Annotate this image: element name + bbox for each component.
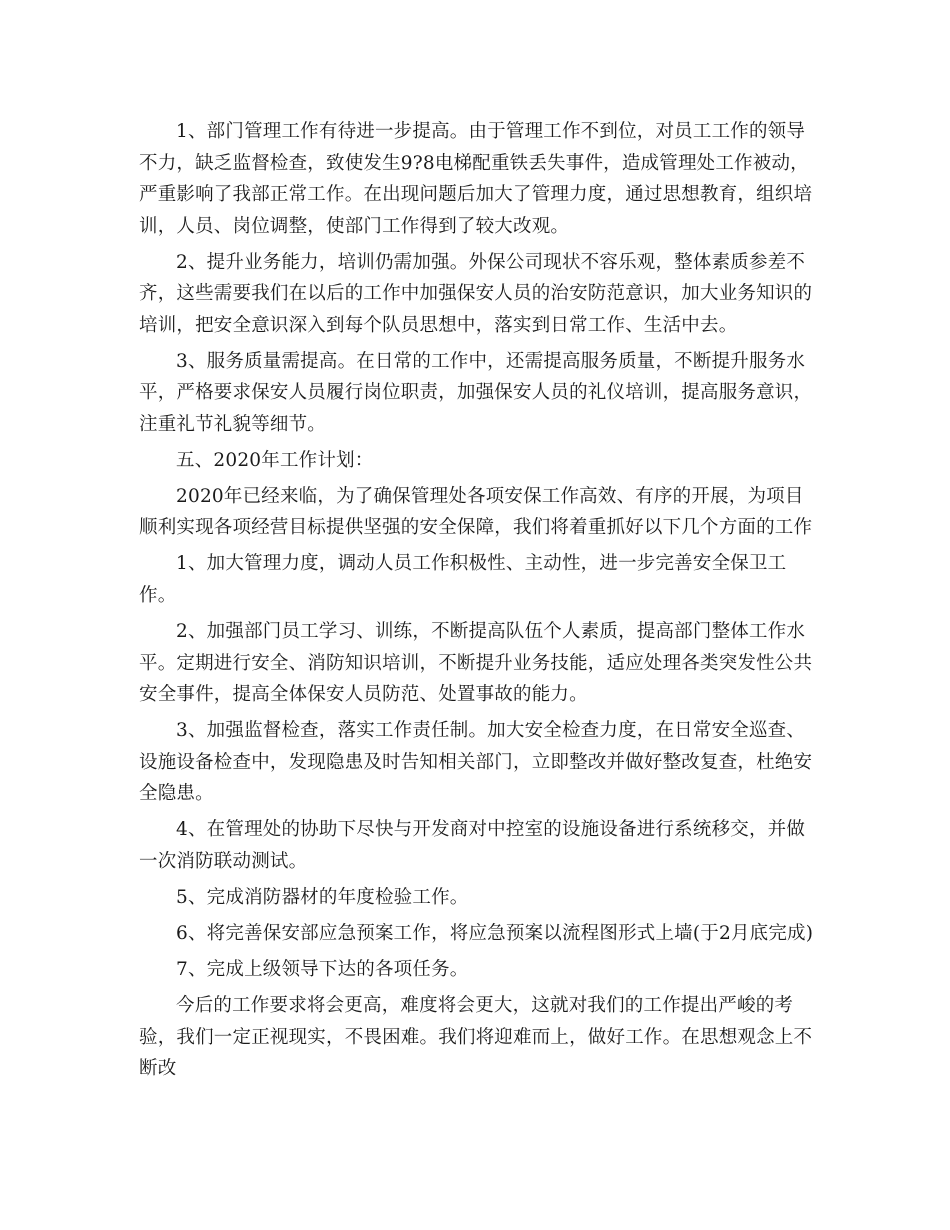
paragraph-business-ability: 2、提升业务能力，培训仍需加强。外保公司现状不容乐观，整体素质参差不齐，这些需要我们在以后的工作中加强保安人员的治安防范意识，加大业务知识的培训，把安全意识深入到每个队员思想中，落实到日常工作、生活中去。 (139, 251, 813, 336)
plan-item-2: 2、加强部门员工学习、训练，不断提高队伍个人素质，提高部门整体工作水平。定期进行安全、消防知识培训，不断提升业务技能，适应处理各类突发性公共安全事件，提高全体保安人员防范、处置事故的能力。 (139, 621, 813, 706)
paragraph-plan-intro: 2020年已经来临，为了确保管理处各项安保工作高效、有序的开展，为项目顺利实现各项经营目标提供坚强的安全保障，我们将着重抓好以下几个方面的工作 (139, 485, 813, 539)
plan-item-5: 5、完成消防器材的年度检验工作。 (176, 886, 469, 908)
plan-item-6: 6、将完善保安部应急预案工作，将应急预案以流程图形式上墙(于2月底完成) (176, 922, 814, 944)
paragraph-closing: 今后的工作要求将会更高，难度将会更大，这就对我们的工作提出严峻的考验，我们一定正视现实，不畏困难。我们将迎难而上，做好工作。在思想观念上不断改 (139, 995, 813, 1080)
plan-item-3: 3、加强监督检查，落实工作责任制。加大安全检查力度，在日常安全巡查、设施设备检查中，发现隐患及时告知相关部门，立即整改并做好整改复查，杜绝安全隐患。 (139, 720, 813, 805)
plan-item-1: 1、加大管理力度，调动人员工作积极性、主动性，进一步完善安全保卫工作。 (139, 553, 787, 606)
paragraph-dept-management: 1、部门管理工作有待进一步提高。由于管理工作不到位，对员工工作的领导不力，缺乏监督检查，致使发生9?8电梯配重铁丢失事件，造成管理处工作被动，严重影响了我部正常工作。在出现问题后加大了管理力度，通过思想教育，组织培训，人员、岗位调整，使部门工作得到了较大改观。 (139, 121, 813, 237)
document-body (139, 116, 819, 1089)
plan-item-4: 4、在管理处的协助下尽快与开发商对中控室的设施设备进行系统移交，并做一次消防联动测试。 (139, 819, 806, 872)
paragraph-service-quality: 3、服务质量需提高。在日常的工作中，还需提高服务质量，不断提升服务水平，严格要求保安人员履行岗位职责，加强保安人员的礼仪培训，提高服务意识，注重礼节礼貌等细节。 (139, 350, 813, 435)
plan-item-7: 7、完成上级领导下达的各项任务。 (176, 959, 469, 981)
section-heading-work-plan: 五、2020年工作计划： (176, 449, 374, 471)
